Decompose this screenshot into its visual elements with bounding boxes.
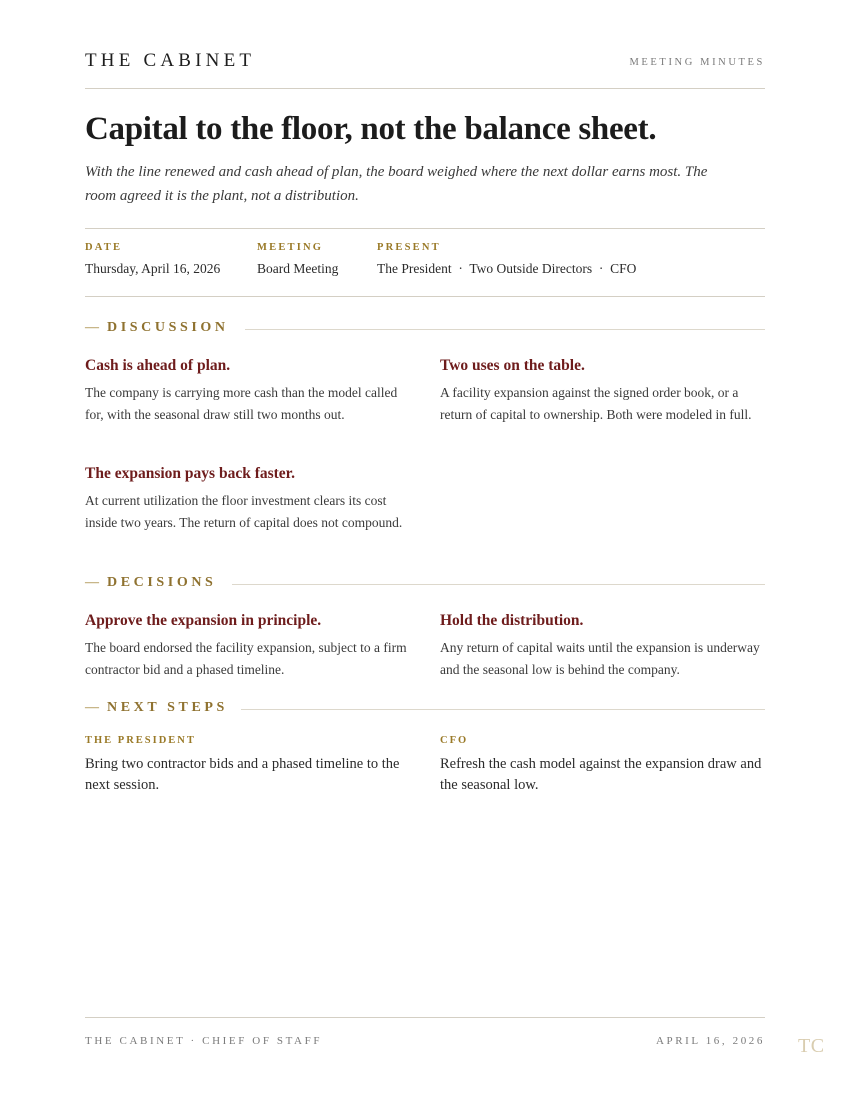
decision-item (440, 611, 765, 681)
next-step-item (85, 735, 410, 796)
discussion-item (85, 356, 410, 426)
decision-item-body: Any return of capital waits until the expansion is underway and the seasonal low is behind the company. (440, 640, 760, 677)
section-rule (241, 709, 765, 710)
footer-left: THE CABINET · CHIEF OF STAFF (85, 1035, 323, 1047)
footer-divider (85, 1017, 765, 1018)
discussion-item (85, 464, 410, 534)
discussion-item-body: At current utilization the floor investment clears its cost inside two years. The return of capital does not compound. (85, 493, 403, 530)
meta-date (85, 242, 220, 277)
masthead (85, 50, 765, 76)
meta-date-label: DATE (85, 242, 123, 253)
brand-name: THE CABINET (85, 50, 256, 71)
decision-item-body: The board endorsed the facility expansion, subject to a firm contractor bid and a phased timeline. (85, 640, 407, 677)
meta-meeting-value: Board Meeting (257, 261, 339, 276)
meta-date-value: Thursday, April 16, 2026 (85, 261, 221, 276)
discussion-heading (85, 320, 765, 338)
section-dash: — (85, 575, 99, 590)
decision-item (85, 611, 410, 681)
section-label: DISCUSSION (107, 320, 229, 335)
lede-paragraph: With the line renewed and cash ahead of plan, the board weighed where the next dollar earns most. The room agreed it is the plant, not a distribution. (85, 164, 708, 204)
meta-meeting-label: MEETING (257, 242, 324, 253)
monogram-mark: TC (798, 1035, 825, 1057)
footer-date: APRIL 16, 2026 (655, 1035, 765, 1047)
next-step-text: Refresh the cash model against the expansion draw and the seasonal low. (440, 756, 762, 793)
next-step-owner: CFO (440, 735, 469, 746)
section-rule (232, 584, 765, 585)
decision-item-title: Hold the distribution. (440, 612, 584, 629)
meta-divider-top (85, 228, 765, 229)
discussion-item-title: Cash is ahead of plan. (85, 357, 231, 374)
meta-meeting (257, 242, 338, 277)
next-step-text: Bring two contractor bids and a phased timeline to the next session. (85, 756, 400, 793)
next-step-item (440, 735, 765, 796)
page-title: Capital to the floor, not the balance sheet. (85, 111, 657, 147)
section-dash: — (85, 700, 99, 715)
section-label: DECISIONS (107, 575, 217, 590)
meta-present (377, 242, 636, 277)
discussion-item-body: The company is carrying more cash than the model called for, with the seasonal draw still two months out. (85, 385, 398, 422)
masthead-divider (85, 88, 765, 89)
meta-present-label: PRESENT (377, 242, 441, 253)
discussion-item-title: The expansion pays back faster. (85, 465, 296, 482)
discussion-item-body: A facility expansion against the signed order book, or a return of capital to ownership. Both were modeled in full. (440, 385, 752, 422)
discussion-item (440, 356, 765, 426)
section-dash: — (85, 320, 99, 335)
next-steps-heading (85, 700, 765, 718)
decision-item-title: Approve the expansion in principle. (85, 612, 322, 629)
document-type: MEETING MINUTES (629, 57, 765, 68)
decisions-heading (85, 575, 765, 593)
minutes-page (85, 0, 765, 1100)
section-rule (245, 329, 765, 330)
section-label: NEXT STEPS (107, 700, 228, 715)
discussion-item-title: Two uses on the table. (440, 357, 585, 374)
meta-divider-bottom (85, 296, 765, 297)
meta-present-value: The President · Two Outside Directors · CFO (377, 261, 637, 276)
meeting-meta (85, 242, 765, 286)
next-step-owner: THE PRESIDENT (85, 735, 196, 746)
